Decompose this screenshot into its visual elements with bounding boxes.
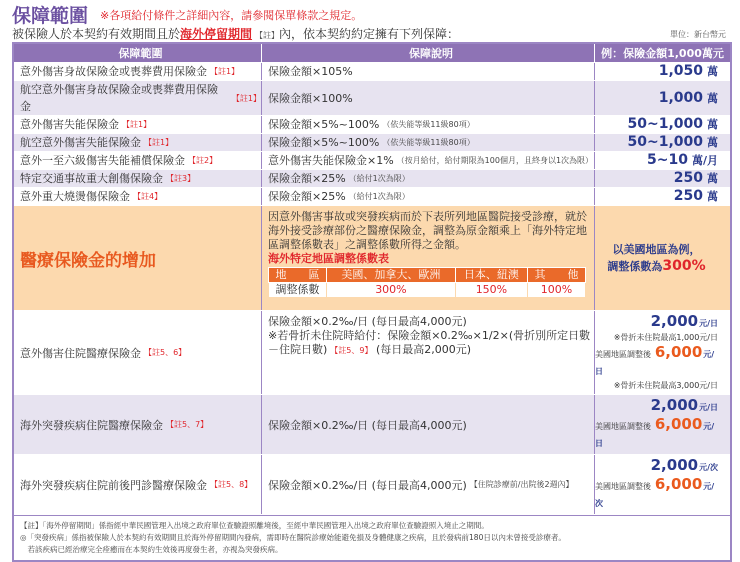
adjust-table	[268, 267, 586, 298]
row-description	[262, 455, 595, 514]
value-unit: 萬/月	[691, 154, 718, 167]
desc-text: 保險金額×100%	[268, 91, 353, 105]
row-note: 【註1】	[144, 138, 174, 147]
row-description	[262, 116, 595, 133]
desc-line: 保險金額×0.2‰/日 (每日最高4,000元)	[268, 315, 467, 328]
row-value	[595, 188, 730, 205]
row-name: 意外傷害身故保險金或喪葬費用保險金	[20, 65, 207, 78]
row-value	[595, 152, 730, 169]
row-note: 【註4】	[133, 192, 163, 201]
table-row	[14, 152, 730, 170]
row-name-cell	[14, 63, 262, 80]
row-name-cell	[14, 170, 262, 187]
value: 5~10	[647, 152, 688, 168]
adjusted-value: 6,000	[654, 475, 703, 493]
intro-note: 【註】	[255, 31, 280, 40]
simple-rows	[14, 63, 730, 206]
row-name: 特定交通事故重大創傷保險金	[20, 172, 163, 185]
table-row	[14, 455, 730, 515]
row-note: 【註1】	[231, 93, 262, 103]
medical-description-cell	[262, 206, 595, 310]
page-title: 保障範圍	[12, 5, 89, 27]
adjusted-unit: 元/日	[595, 422, 715, 448]
row-description	[262, 152, 595, 169]
value-sub: ※骨折未住院最高3,000元/日	[613, 381, 718, 390]
row-name-cell	[14, 188, 262, 205]
row-value	[595, 311, 730, 394]
row-name-cell	[14, 455, 262, 514]
desc-note: （給付1次為限）	[348, 192, 410, 201]
coverage-table	[12, 42, 732, 515]
desc-text: 保險金額×25%	[268, 190, 346, 203]
row-description	[262, 134, 595, 151]
value-unit: 萬	[707, 91, 718, 105]
value-unit: 萬	[707, 118, 718, 131]
footnotes	[12, 515, 732, 562]
desc-note: （依失能等級11級80項）	[382, 120, 475, 129]
medical-title: 醫療保險金的增加	[14, 206, 262, 310]
row-value	[595, 81, 730, 115]
table-header	[14, 44, 730, 63]
medical-increase-row	[14, 206, 730, 311]
header-coverage: 保障範圍	[14, 44, 262, 62]
desc-note: （依失能等級11級80項）	[382, 138, 475, 147]
adjusted-unit: 元/日	[595, 350, 715, 376]
row-value	[595, 170, 730, 187]
value-sub: ※骨折未住院最高1,000元/日	[613, 333, 718, 342]
row-value	[595, 134, 730, 151]
row-value	[595, 395, 730, 454]
value-unit: 萬	[707, 65, 718, 78]
adjust-header: 日本、紐澳	[455, 268, 527, 283]
adjust-header: 美國、加拿大、歐洲	[326, 268, 455, 283]
adjust-value: 150%	[455, 283, 527, 298]
desc-note: 【住院診療前/出院後2週內】	[469, 480, 574, 489]
footnote: 若該疾病已經治療完全痊癒而在本契約生效後再度發生者，亦視為突發疾病。	[20, 545, 283, 554]
value: 250	[673, 170, 703, 186]
desc-line: (每日最高2,000元)	[375, 343, 472, 356]
header-example: 例：保險金額1,000萬元	[601, 47, 724, 60]
row-description	[262, 188, 595, 205]
row-note: 【註3】	[166, 174, 196, 183]
value: 2,000	[650, 396, 699, 414]
row-description	[262, 311, 595, 394]
desc-text: 意外傷害失能保險金×1%	[268, 154, 394, 167]
intro-text	[12, 27, 459, 43]
row-value	[595, 116, 730, 133]
adjust-header: 其 他	[528, 268, 586, 283]
desc-text: 保險金額×105%	[268, 65, 353, 78]
medical-example	[595, 206, 730, 310]
value: 1,050	[658, 63, 703, 79]
medical-description: 因意外傷害事故或突發疾病而於下表所列地區醫院接受診療，就於海外接受診療部份之醫療保險金，調整為原金額乘上「海外特定地區調整係數表」之調整係數所得之金額。	[268, 210, 587, 251]
row-name-cell	[14, 116, 262, 133]
row-note: 【註5、7】	[166, 420, 209, 429]
row-description: 保險金額×0.2‰/日 (每日最高4,000元)	[262, 395, 595, 454]
desc-note: （按月給付，給付期限為100個月，且終身以1次為限）	[396, 156, 594, 165]
table-row	[14, 116, 730, 134]
intro-after: 內，依本契約約定擁有下列保障：	[279, 27, 460, 41]
footnote: 【註】「海外停留期間」係指經中華民國管理入出境之政府單位查驗證照離境後，至經中華民國管理入出境之政府單位查驗證照入境止之期間。	[20, 521, 489, 530]
row-description	[262, 170, 595, 187]
desc-text: 保險金額×5%~100%	[268, 118, 380, 131]
table-row	[14, 311, 730, 395]
header-description: 保障說明	[262, 44, 595, 62]
adjust-row-label: 調整係數	[269, 283, 327, 298]
value: 50~1,000	[627, 134, 703, 150]
adjust-table-title: 海外特定地區調整係數表	[268, 252, 389, 265]
desc-note: （給付1次為限）	[348, 174, 410, 183]
adjust-value: 300%	[326, 283, 455, 298]
row-value	[595, 63, 730, 80]
adjusted-value: 6,000	[654, 343, 703, 361]
row-name-cell	[14, 81, 262, 115]
row-name-cell	[14, 134, 262, 151]
footnote: ◎「突發疾病」係指被保險人於本契約有效期間且於海外停留期間內發病，需即時在醫院診療始能避免損及身體健康之疾病，且於發病前180日以內未曾接受診療者。	[20, 533, 566, 542]
adjust-header: 地 區	[269, 268, 327, 283]
row-name: 海外突發疾病住院醫療保險金	[20, 418, 163, 432]
unit-label: 單位：新台幣元	[670, 30, 726, 39]
example-line2: 調整係數為	[607, 259, 663, 273]
row-name: 航空意外傷害失能保險金	[20, 136, 141, 149]
row-name: 意外傷害住院醫療保險金	[20, 346, 141, 360]
table-row	[14, 188, 730, 206]
intro-highlight: 海外停留期間	[180, 27, 253, 41]
adjusted-value: 6,000	[654, 415, 703, 433]
table-row	[14, 134, 730, 152]
warning-text: ※各項給付條件之詳細內容，請參閱保單條款之規定。	[100, 9, 363, 22]
value: 2,000	[650, 456, 699, 474]
desc-line: 保險金額×0.2‰/日 (每日最高4,000元)	[268, 478, 467, 492]
content	[12, 42, 732, 562]
row-name: 意外傷害失能保險金	[20, 118, 119, 131]
row-name-cell	[14, 152, 262, 169]
value: 1,000	[658, 89, 703, 106]
value-unit: 元/日	[699, 319, 718, 328]
table-row	[14, 81, 730, 116]
desc-line: ※若骨折未住院時給付：保險金額×0.2‰×1/2×(骨折別所定日數－住院日數)	[268, 329, 591, 356]
row-value	[595, 455, 730, 514]
value: 2,000	[650, 312, 699, 330]
desc-note: 【註5、9】	[330, 346, 373, 355]
adjusted-label: 美國地區調整後	[595, 350, 651, 359]
table-row	[14, 63, 730, 81]
adjusted-label: 美國地區調整後	[595, 422, 651, 431]
row-name: 海外突發疾病住院前後門診醫療保險金	[20, 478, 207, 492]
row-name: 意外重大燒燙傷保險金	[20, 190, 130, 203]
intro-before: 被保險人於本契約有效期間且於	[12, 27, 181, 41]
value: 250	[673, 188, 703, 204]
value-unit: 元/日	[699, 403, 718, 412]
value-unit: 萬	[707, 136, 718, 149]
row-note: 【註1】	[210, 67, 240, 76]
value-unit: 萬	[707, 190, 718, 203]
example-value: 300%	[662, 257, 706, 274]
row-note: 【註1】	[122, 120, 152, 129]
value: 50~1,000	[627, 116, 703, 132]
row-note: 【註5、8】	[210, 480, 253, 489]
adjust-value: 100%	[528, 283, 586, 298]
adjusted-label: 美國地區調整後	[595, 482, 651, 491]
adjusted-unit: 元/次	[595, 482, 715, 508]
row-name: 意外一至六級傷害失能補償保險金	[20, 154, 185, 167]
table-row	[14, 170, 730, 188]
table-row	[14, 395, 730, 455]
desc-text: 保險金額×5%~100%	[268, 136, 380, 149]
value-unit: 萬	[707, 172, 718, 185]
value-unit: 元/次	[699, 463, 718, 472]
desc-text: 保險金額×25%	[268, 172, 346, 185]
row-name: 航空意外傷害身故保險金或喪葬費用保險金	[20, 83, 218, 113]
row-name-cell	[14, 311, 262, 394]
row-note: 【註5、6】	[144, 348, 187, 357]
row-description	[262, 63, 595, 80]
row-description	[262, 81, 595, 115]
row-name-cell	[14, 395, 262, 454]
example-line1: 以美國地區為例，	[612, 242, 701, 256]
row-note: 【註2】	[188, 156, 218, 165]
